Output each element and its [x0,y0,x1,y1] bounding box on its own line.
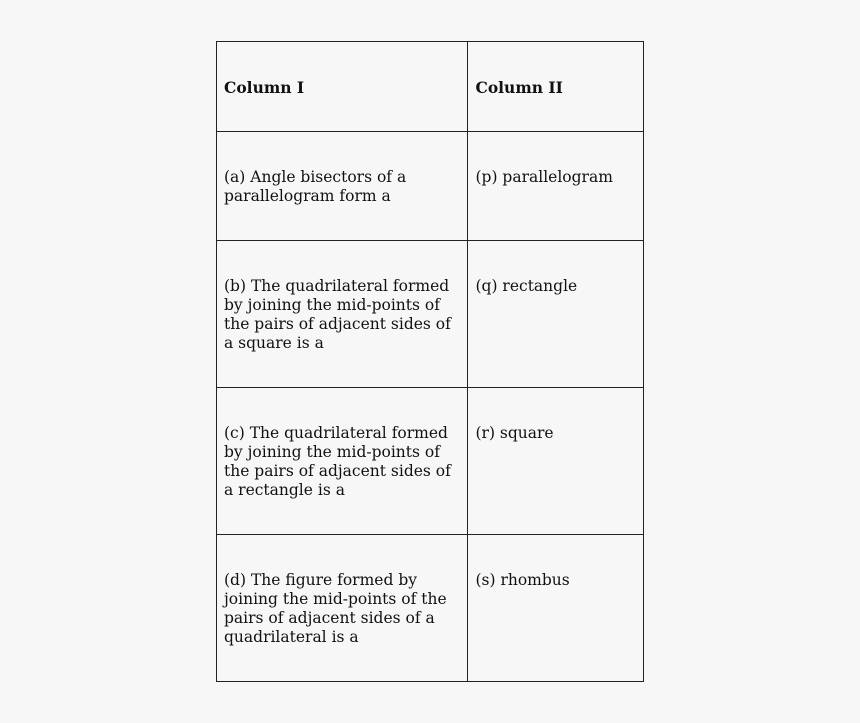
table-row [217,241,644,388]
column-i-text: (d) The figure formed by joining the mid-points of the pairs of adjacent sides of a quadrilateral is a [224,571,447,646]
column-ii-cell [468,388,644,535]
column-ii-header-cell [468,42,644,132]
column-ii-header: Column II [475,78,563,97]
table-row [217,388,644,535]
match-the-columns-table [216,41,644,682]
column-i-header-cell [217,42,468,132]
column-ii-text: (s) rhombus [475,571,570,589]
column-i-cell [217,132,468,241]
column-i-cell [217,388,468,535]
column-i-cell [217,535,468,682]
table-row [217,535,644,682]
column-i-cell [217,241,468,388]
column-ii-cell [468,132,644,241]
column-i-text: (a) Angle bisectors of a parallelogram form a [224,168,407,205]
column-ii-text: (p) parallelogram [475,168,613,186]
column-i-header: Column I [224,78,305,97]
column-i-text: (b) The quadrilateral formed by joining the mid-points of the pairs of adjacent sides of a square is a [224,277,451,352]
table-header-row [217,42,644,132]
column-ii-cell [468,535,644,682]
column-ii-cell [468,241,644,388]
column-i-text: (c) The quadrilateral formed by joining the mid-points of the pairs of adjacent sides of a rectangle is a [224,424,451,499]
table-row [217,132,644,241]
column-ii-text: (q) rectangle [475,277,578,295]
column-ii-text: (r) square [475,424,554,442]
